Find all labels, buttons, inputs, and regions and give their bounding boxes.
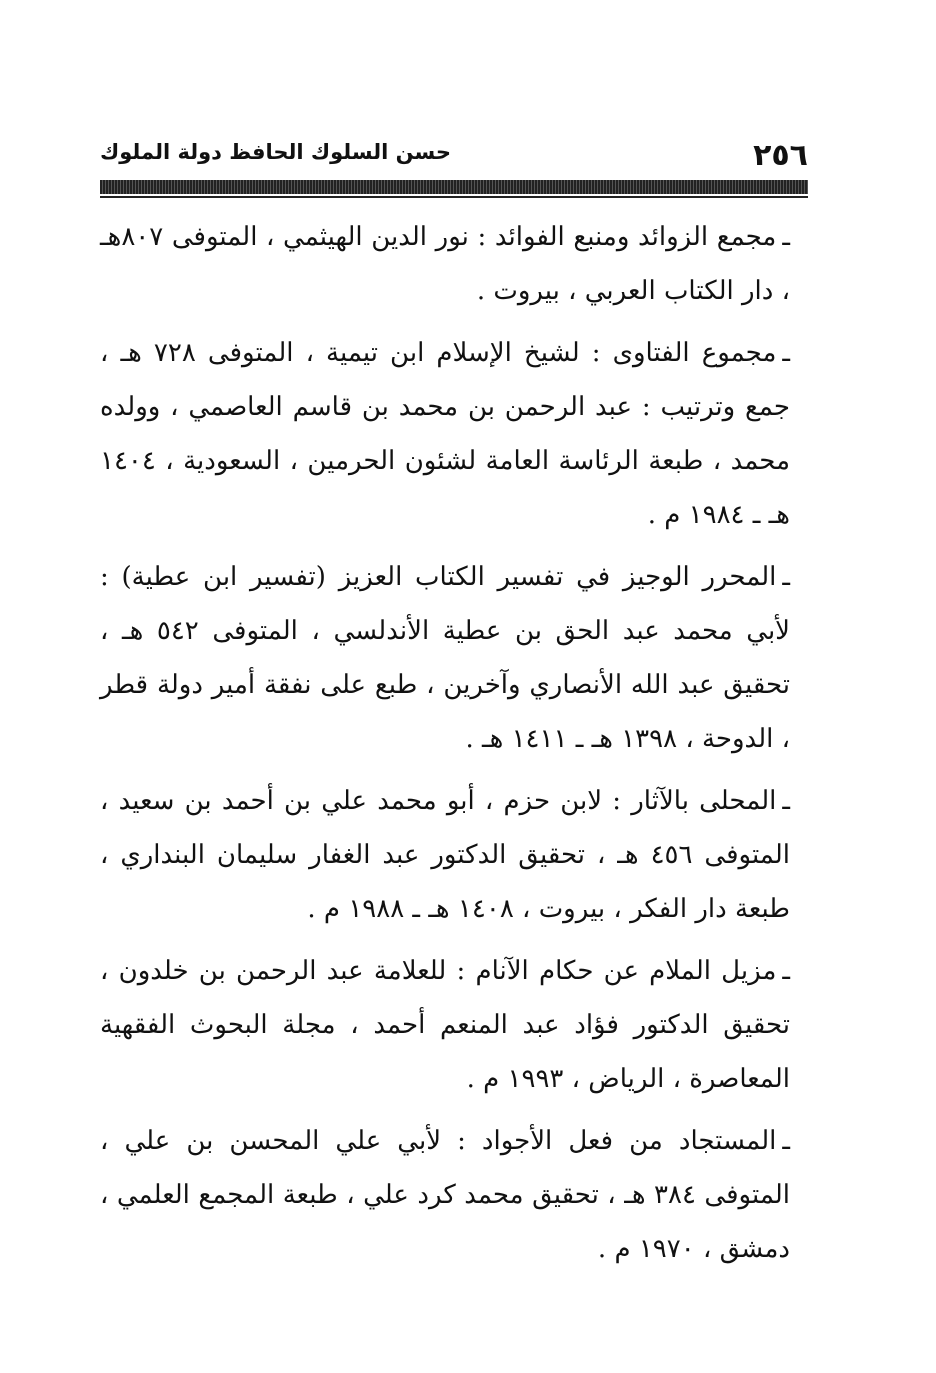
entry-text: مجمع الزوائد ومنبع الفوائد : نور الدين الهيثمي ، المتوفى ٨٠٧هـ ، دار الكتاب العربي ، بيروت . [100,222,790,306]
entry-text: مزيل الملام عن حكام الآنام : للعلامة عبد الرحمن بن خلدون ، تحقيق الدكتور فؤاد عبد المنعم أحمد ، مجلة البحوث الفقهية المعاصرة ، الرياض ، ١٩٩٣ م . [100,956,790,1094]
running-title: حسن السلوك الحافظ دولة الملوك [100,140,452,164]
bibliography-entry: ـمزيل الملام عن حكام الآنام : للعلامة عبد الرحمن بن خلدون ، تحقيق الدكتور فؤاد عبد المنعم أحمد ، مجلة البحوث الفقهية المعاصرة ، الرياض ، ١٩٩٣ م . [100,956,790,1094]
page-number: ٢٥٦ [753,138,808,173]
page-header [100,128,808,174]
bibliography-entry: ـالمستجاد من فعل الأجواد : لأبي علي المحسن بن علي ، المتوفى ٣٨٤ هـ ، تحقيق محمد كرد علي ، طبعة المجمع العلمي ، دمشق ، ١٩٧٠ م . [100,1126,790,1264]
header-rule [100,180,808,194]
header-rule-thin [100,196,808,198]
bibliography-entry: ـالمحرر الوجيز في تفسير الكتاب العزيز (تفسير ابن عطية) : لأبي محمد عبد الحق بن عطية الأندلسي ، المتوفى ٥٤٢ هـ ، تحقيق عبد الله الأنصاري وآخرين ، طبع على نفقة أمير دولة قطر ، الدوحة ، ١٣٩٨ هـ ـ ١٤١١ هـ . [100,562,791,754]
bibliography-entry: ـالمحلى بالآثار : لابن حزم ، أبو محمد علي بن أحمد بن سعيد ، المتوفى ٤٥٦ هـ ، تحقيق الدكتور عبد الغفار سليمان البنداري ، طبعة دار الفكر ، بيروت ، ١٤٠٨ هـ ـ ١٩٨٨ م . [100,786,790,924]
entry-text: المحلى بالآثار : لابن حزم ، أبو محمد علي بن أحمد بن سعيد ، المتوفى ٤٥٦ هـ ، تحقيق الدكتور عبد الغفار سليمان البنداري ، طبعة دار الفكر ، بيروت ، ١٤٠٨ هـ ـ ١٩٨٨ م . [100,786,790,924]
entry-text: المستجاد من فعل الأجواد : لأبي علي المحسن بن علي ، المتوفى ٣٨٤ هـ ، تحقيق محمد كرد علي ، طبعة المجمع العلمي ، دمشق ، ١٩٧٠ م . [100,1126,790,1264]
bibliography-list [100,210,790,1284]
entry-text: مجموع الفتاوى : لشيخ الإسلام ابن تيمية ، المتوفى ٧٢٨ هـ ، جمع وترتيب : عبد الرحمن بن محمد بن قاسم العاصمي ، وولده محمد ، طبعة الرئاسة العامة لشئون الحرمين ، السعودية ، ١٤٠٤ هـ ـ ١٩٨٤ م . [100,338,790,530]
bibliography-entry: ـمجموع الفتاوى : لشيخ الإسلام ابن تيمية ، المتوفى ٧٢٨ هـ ، جمع وترتيب : عبد الرحمن بن محمد بن قاسم العاصمي ، وولده محمد ، طبعة الرئاسة العامة لشئون الحرمين ، السعودية ، ١٤٠٤ هـ ـ ١٩٨٤ م . [100,338,791,530]
bibliography-entry: ـمجمع الزوائد ومنبع الفوائد : نور الدين الهيثمي ، المتوفى ٨٠٧هـ ، دار الكتاب العربي ، بيروت . [100,222,790,306]
entry-text: المحرر الوجيز في تفسير الكتاب العزيز (تفسير ابن عطية) : لأبي محمد عبد الحق بن عطية الأندلسي ، المتوفى ٥٤٢ هـ ، تحقيق عبد الله الأنصاري وآخرين ، طبع على نفقة أمير دولة قطر ، الدوحة ، ١٣٩٨ هـ ـ ١٤١١ هـ . [100,562,791,754]
